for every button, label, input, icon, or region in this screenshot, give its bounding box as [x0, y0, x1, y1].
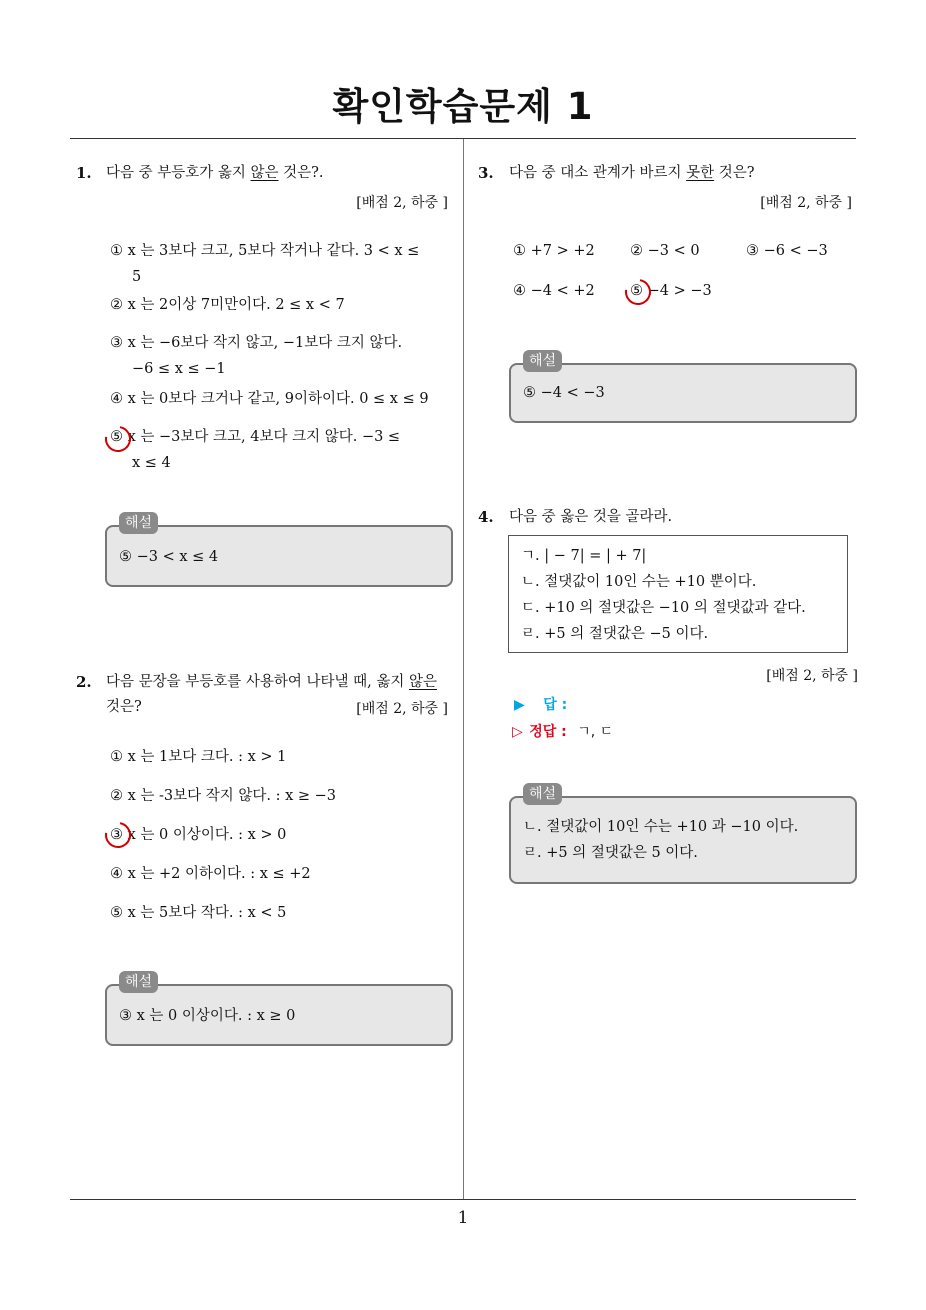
question-number: 4. — [478, 508, 494, 526]
explanation-text: ⑤ −3 < x ≤ 4 — [119, 549, 219, 565]
question-number: 1. — [76, 164, 92, 182]
question-number: 3. — [478, 164, 494, 182]
option-4[interactable]: ④ x 는 +2 이하이다. : x ≤ +2 — [110, 866, 311, 882]
option-3[interactable]: ③ x 는 −6보다 작지 않고, −1보다 크지 않다. −6 ≤ x ≤ −1 — [110, 335, 403, 377]
option-5[interactable]: ⑤ x 는 −3보다 크고, 4보다 크지 않다. −3 ≤ x ≤ 4 — [110, 429, 401, 471]
score-label: [배점 2, 하중 ] — [356, 195, 448, 211]
explanation-box — [105, 515, 453, 587]
bottom-divider — [70, 1199, 856, 1200]
score-label: [배점 2, 하중 ] — [760, 195, 852, 211]
explanation-text: ⑤ −4 < −3 — [523, 385, 605, 401]
statement-item: ㄷ. +10 의 절댓값은 −10 의 절댓값과 같다. — [521, 600, 806, 616]
answer-row — [514, 694, 567, 714]
correct-value: ㄱ, ㄷ — [577, 724, 614, 740]
option-2[interactable]: ② x 는 -3보다 작지 않다. : x ≥ −3 — [110, 788, 337, 804]
explanation-box — [105, 974, 453, 1046]
option-1[interactable]: ① x 는 3보다 크고, 5보다 작거나 같다. 3 < x ≤ 5 — [110, 243, 420, 285]
option-2[interactable]: ② −3 < 0 — [630, 243, 700, 259]
option-2[interactable]: ② x 는 2이상 7미만이다. 2 ≤ x < 7 — [110, 297, 345, 313]
explanation-tag: 해설 — [119, 512, 158, 534]
explanation-box — [509, 353, 857, 423]
question-text: 다음 중 옳은 것을 골라라. — [509, 509, 673, 525]
score-label: [배점 2, 하중 ] — [356, 701, 448, 717]
option-1[interactable]: ① x 는 1보다 크다. : x > 1 — [110, 749, 287, 765]
explanation-text: ㄴ. 절댓값이 10인 수는 +10 과 −10 이다. ㄹ. +5 의 절댓값은 5 이다. — [523, 819, 799, 861]
option-4[interactable]: ④ −4 < +2 — [513, 283, 595, 299]
option-5[interactable]: ⑤ x 는 5보다 작다. : x < 5 — [110, 905, 287, 921]
correct-answer-row — [512, 721, 613, 741]
explanation-tag: 해설 — [119, 971, 158, 993]
question-text: 다음 중 대소 관계가 바르지 못한 것은? — [509, 165, 755, 181]
statement-box — [508, 535, 848, 653]
option-5[interactable]: ⑤ −4 > −3 — [630, 283, 712, 299]
statement-item: ㄱ. | − 7| = | + 7| — [521, 548, 647, 564]
column-divider — [463, 139, 464, 1199]
explanation-tag: 해설 — [523, 783, 562, 805]
option-1[interactable]: ① +7 > +2 — [513, 243, 595, 259]
option-4[interactable]: ④ x 는 0보다 크거나 같고, 9이하이다. 0 ≤ x ≤ 9 — [110, 391, 429, 407]
statement-item: ㄴ. 절댓값이 10인 수는 +10 뿐이다. — [521, 574, 757, 590]
page-title: 확인학습문제 1 — [332, 85, 594, 128]
question-number: 2. — [76, 673, 92, 691]
page-number: 1 — [457, 1208, 469, 1228]
play-arrow-icon: ▶ — [514, 697, 525, 713]
question-text: 다음 중 부등호가 옳지 않은 것은?. — [106, 165, 324, 181]
answer-label: 답 : — [543, 697, 568, 713]
question-text-line2: 것은? — [106, 699, 142, 715]
explanation-tag: 해설 — [523, 350, 562, 372]
correct-label: 정답 : — [529, 724, 567, 740]
outline-arrow-icon: ▷ — [512, 724, 523, 740]
explanation-box — [509, 786, 857, 884]
statement-item: ㄹ. +5 의 절댓값은 −5 이다. — [521, 626, 709, 642]
question-text: 다음 문장을 부등호를 사용하여 나타낼 때, 옳지 않은 — [106, 674, 438, 690]
score-label: [배점 2, 하중 ] — [766, 668, 858, 684]
option-3[interactable]: ③ −6 < −3 — [746, 243, 828, 259]
option-3[interactable]: ③ x 는 0 이상이다. : x > 0 — [110, 827, 287, 843]
explanation-text: ③ x 는 0 이상이다. : x ≥ 0 — [119, 1008, 296, 1024]
